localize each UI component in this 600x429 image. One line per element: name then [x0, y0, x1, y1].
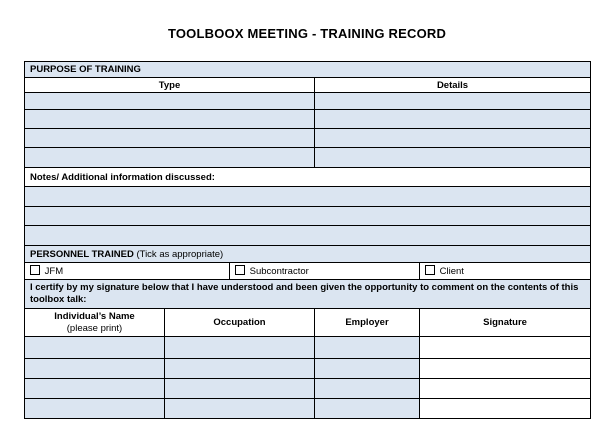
certify-row — [25, 280, 591, 309]
purpose-row — [25, 129, 591, 148]
jfm-option-label: JFM — [44, 266, 64, 277]
type-cell[interactable] — [25, 93, 315, 110]
signature-row — [25, 399, 591, 419]
notes-line-cell[interactable] — [25, 226, 591, 246]
details-column-header: Details — [315, 78, 591, 93]
notes-line-cell[interactable] — [25, 207, 591, 226]
notes-line — [25, 207, 591, 226]
details-cell[interactable] — [315, 110, 591, 129]
personnel-heading: PERSONNEL TRAINED — [30, 248, 134, 260]
client-checkbox[interactable] — [425, 265, 435, 275]
name-cell[interactable] — [25, 359, 165, 379]
type-cell[interactable] — [25, 110, 315, 129]
notes-line — [25, 187, 591, 207]
personnel-heading-row — [25, 246, 591, 263]
purpose-column-headers — [25, 78, 591, 93]
notes-label: Notes/ Additional information discussed: — [25, 168, 591, 187]
occupation-cell[interactable] — [165, 399, 315, 419]
purpose-heading-row — [25, 62, 591, 78]
type-cell[interactable] — [25, 129, 315, 148]
employer-column-header: Employer — [315, 309, 420, 337]
subcontractor-option-label: Subcontractor — [249, 266, 309, 277]
notes-line-cell[interactable] — [25, 187, 591, 207]
occupation-column-header: Occupation — [165, 309, 315, 337]
name-column-header: Individual’s Name — [54, 310, 135, 322]
notes-line — [25, 226, 591, 246]
name-column-subheader: (please print) — [66, 322, 123, 334]
name-cell[interactable] — [25, 379, 165, 399]
details-cell[interactable] — [315, 148, 591, 168]
notes-label-row — [25, 168, 591, 187]
training-record-form — [24, 61, 591, 419]
employer-cell[interactable] — [315, 399, 420, 419]
signature-column-header: Signature — [420, 309, 591, 337]
client-option-label: Client — [439, 266, 464, 277]
signature-cell[interactable] — [420, 359, 591, 379]
personnel-heading-note: (Tick as appropriate) — [136, 248, 224, 260]
details-cell[interactable] — [315, 129, 591, 148]
signature-row — [25, 379, 591, 399]
type-column-header: Type — [25, 78, 315, 93]
signature-cell[interactable] — [420, 337, 591, 359]
signature-row — [25, 337, 591, 359]
details-cell[interactable] — [315, 93, 591, 110]
jfm-checkbox[interactable] — [30, 265, 40, 275]
occupation-cell[interactable] — [165, 337, 315, 359]
employer-cell[interactable] — [315, 359, 420, 379]
personnel-options-row — [25, 263, 591, 280]
signature-column-headers — [25, 309, 591, 337]
employer-cell[interactable] — [315, 337, 420, 359]
type-cell[interactable] — [25, 148, 315, 168]
purpose-heading: PURPOSE OF TRAINING — [25, 62, 591, 78]
subcontractor-checkbox[interactable] — [235, 265, 245, 275]
signature-cell[interactable] — [420, 379, 591, 399]
purpose-row — [25, 148, 591, 168]
name-cell[interactable] — [25, 399, 165, 419]
signature-row — [25, 359, 591, 379]
certify-statement: I certify by my signature below that I have understood and been given the opportunity to comment on the contents of this toolbox talk: — [25, 280, 591, 309]
occupation-cell[interactable] — [165, 359, 315, 379]
purpose-row — [25, 93, 591, 110]
document-title: TOOLBOOX MEETING - TRAINING RECORD — [167, 26, 447, 41]
signature-cell[interactable] — [420, 399, 591, 419]
name-cell[interactable] — [25, 337, 165, 359]
occupation-cell[interactable] — [165, 379, 315, 399]
employer-cell[interactable] — [315, 379, 420, 399]
purpose-row — [25, 110, 591, 129]
